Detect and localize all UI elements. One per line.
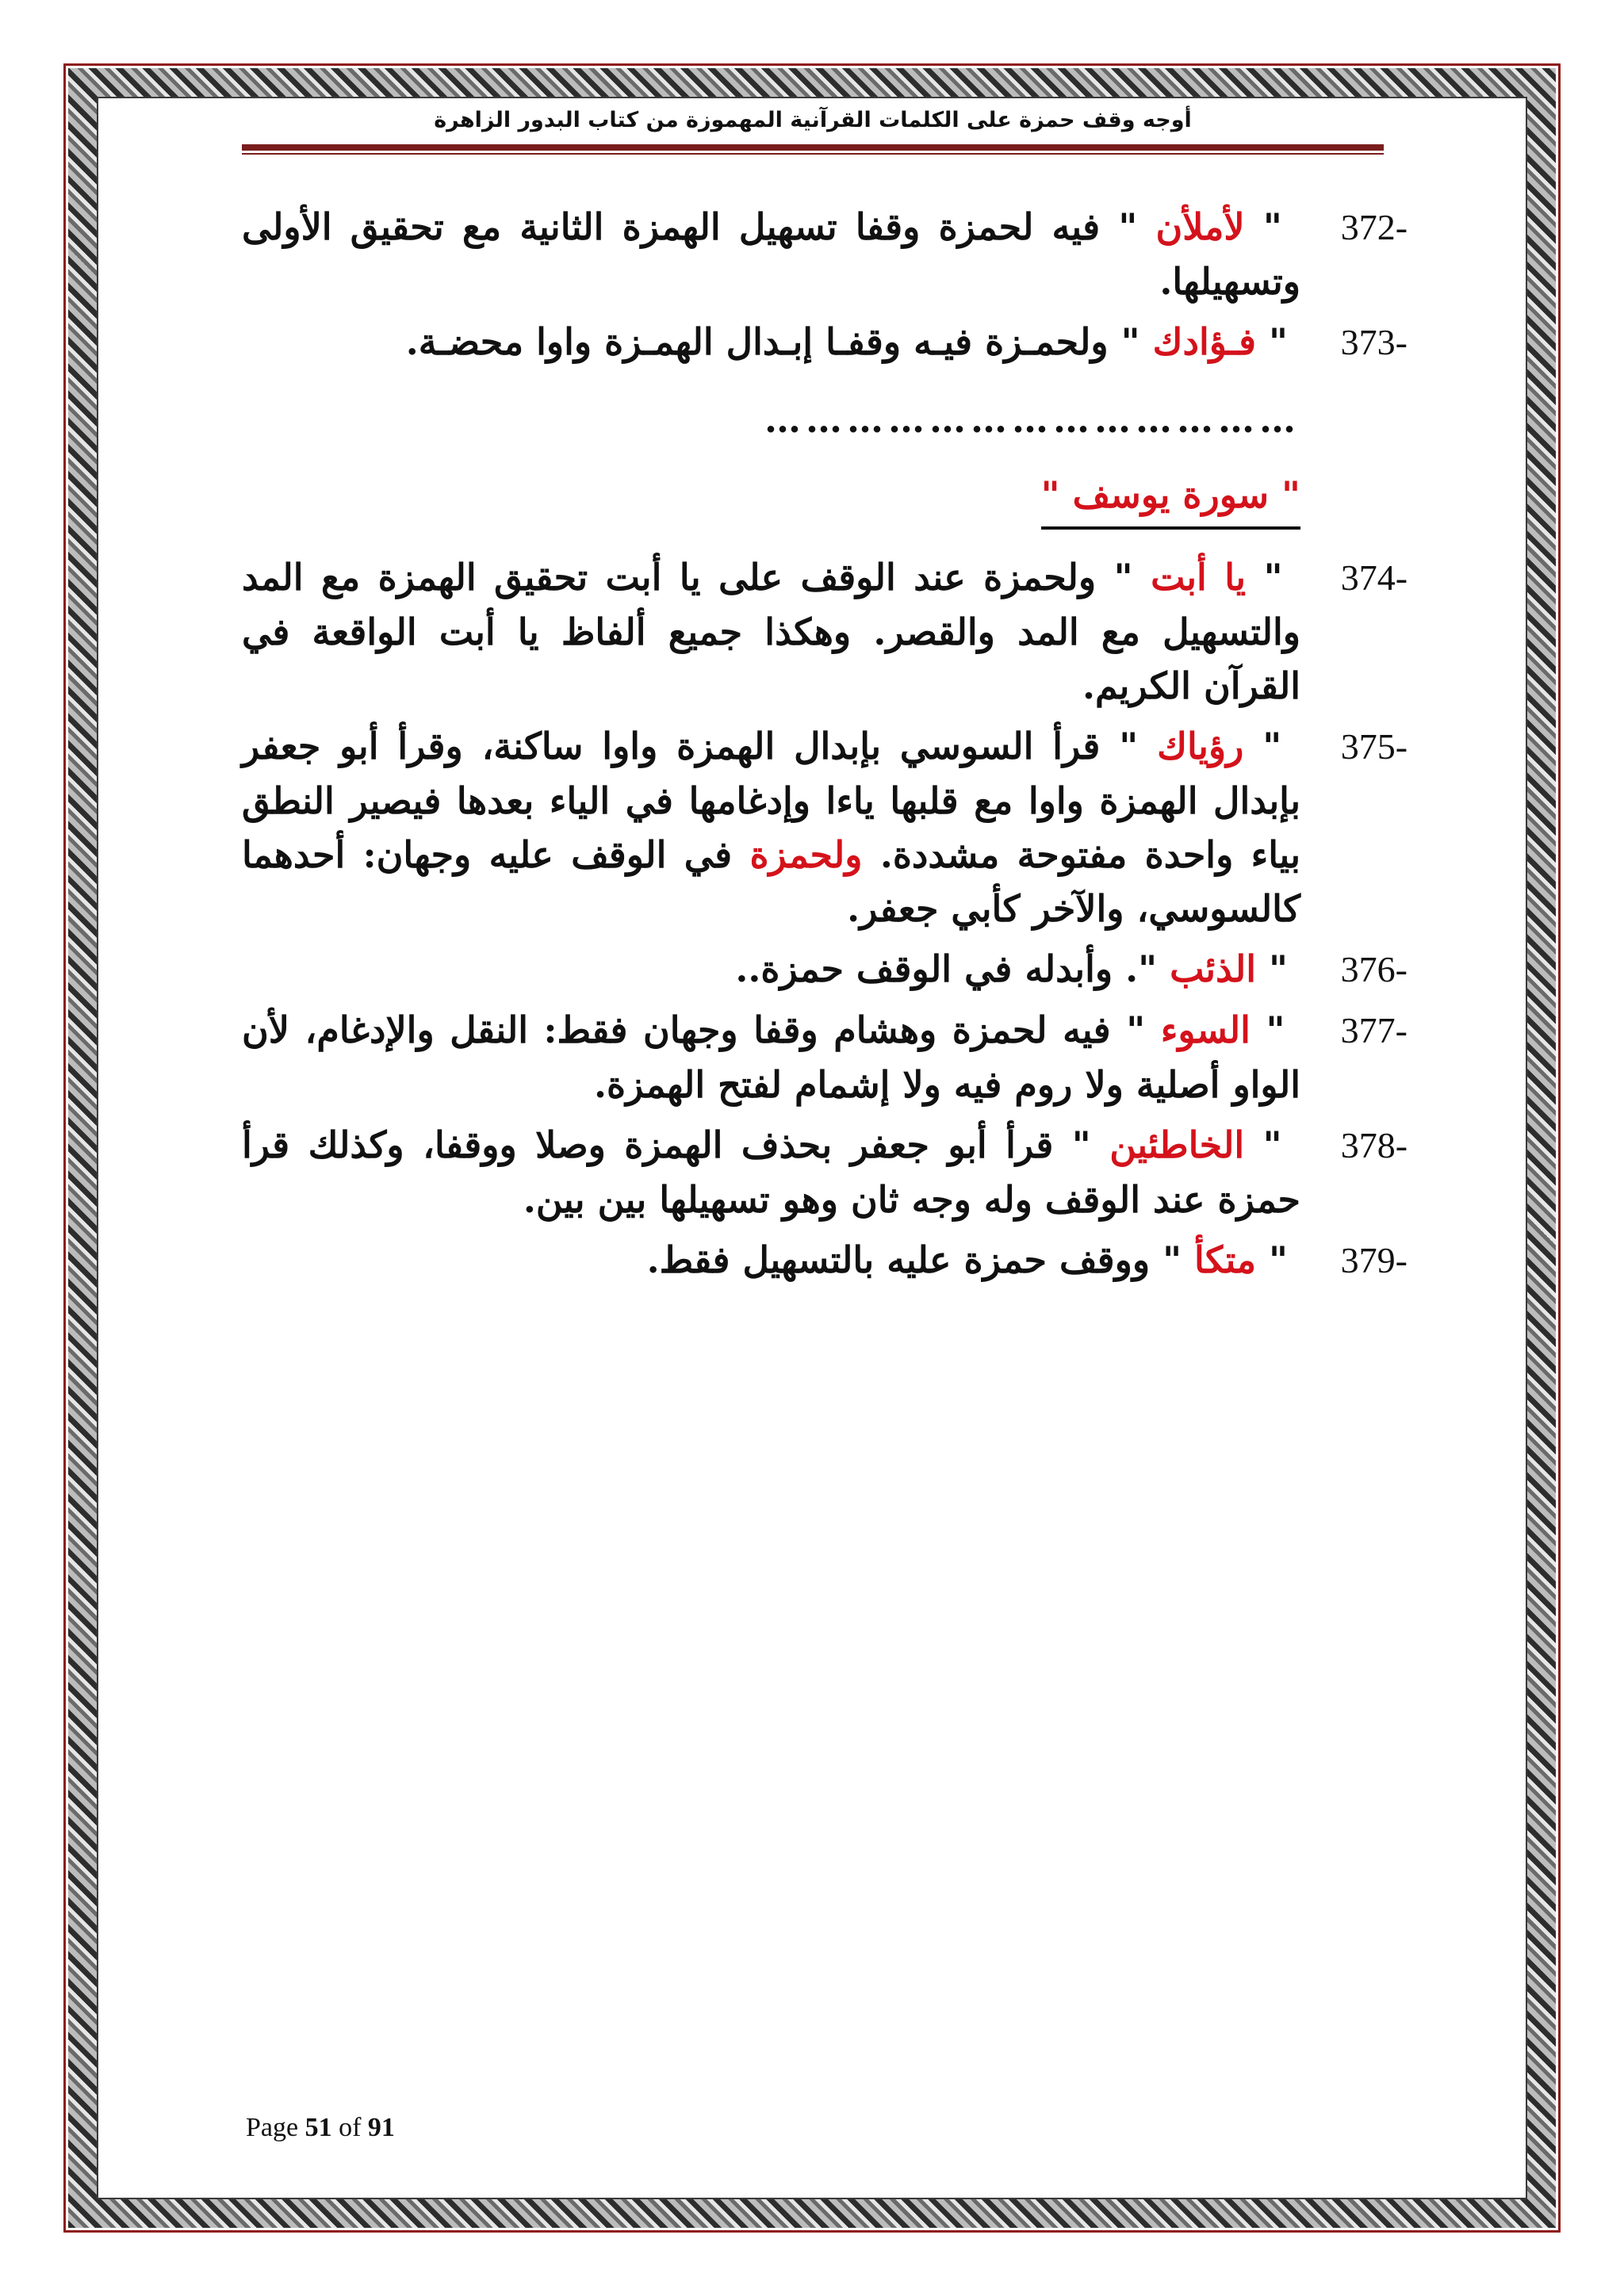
page-number: 51 <box>304 2113 332 2142</box>
entry-text: ولحمزة عند الوقف على يا أبت تحقيق الهمزة مع المد والتسهيل مع المد والقصر. وهكذا جميع ألفاظ يا أبت الواقعة في القرآن الكريم. <box>242 556 1300 707</box>
page-total: 91 <box>367 2113 395 2142</box>
entry-373: 373- " فـؤادك " ولحمـزة فيـه وقفـا إبـدال الهمـزة واوا محضـة. <box>242 315 1408 369</box>
entry-text: قرأ السوسي بإبدال الهمزة واوا ساكنة، وقرأ أبو جعفر بإبدال الهمزة واوا مع قلبها ياءا وإدغامها في الياء بعدها فيصير النطق بياء واحدة مفتوحة مشددة. <box>242 725 1301 876</box>
entry-number: 375- <box>1340 726 1408 767</box>
entry-372: 372- " لأملأن " فيه لحمزة وقفا تسهيل الهمزة الثانية مع تحقيق الأولى وتسهيلها. <box>242 200 1408 308</box>
entry-376: 376- " الذئب ". وأبدله في الوقف حمزة.. <box>242 942 1408 997</box>
running-header: أوجه وقف حمزة على الكلمات القرآنية المهموزة من كتاب البدور الزاهرة <box>434 108 1192 132</box>
header-rule-thin <box>242 153 1384 155</box>
entry-text: فيه لحمزة وقفا تسهيل الهمزة الثانية مع تحقيق الأولى وتسهيلها. <box>242 205 1300 303</box>
entry-text: فيه لحمزة وهشام وقفا وجهان فقط: النقل والإدغام، لأن الواو أصلية ولا روم فيه ولا إشمام لفتح الهمزة. <box>242 1008 1300 1106</box>
entry-number: 372- <box>1340 207 1408 247</box>
entry-number: 377- <box>1340 1010 1408 1050</box>
entry-374: 374- " يا أبت " ولحمزة عند الوقف على يا أبت تحقيق الهمزة مع المد والتسهيل مع المد والقصر. وهكذا جميع ألفاظ يا أبت الواقعة في القرآن الكريم. <box>242 550 1408 713</box>
entry-377: 377- " السوء " فيه لحمزة وهشام وقفا وجهان فقط: النقل والإدغام، لأن الواو أصلية ولا روم فيه ولا إشمام لفتح الهمزة. <box>242 1003 1408 1112</box>
entry-number: 376- <box>1340 949 1408 989</box>
quran-word: متكأ <box>1194 1238 1256 1281</box>
page-footer <box>246 2113 395 2152</box>
highlight-hamza: ولحمزة <box>749 833 863 876</box>
entry-number: 379- <box>1340 1240 1408 1280</box>
quran-word: السوء <box>1160 1008 1251 1051</box>
entry-text: قرأ أبو جعفر بحذف الهمزة وصلا ووقفا، وكذلك قرأ حمزة عند الوقف وله وجه ثان وهو تسهيلها بين بين. <box>242 1123 1300 1221</box>
quran-word: الخاطئين <box>1109 1123 1245 1166</box>
separator-dots: ………………………………… <box>764 398 1300 441</box>
entry-378: 378- " الخاطئين " قرأ أبو جعفر بحذف الهمزة وصلا ووقفا، وكذلك قرأ حمزة عند الوقف وله وجه ثان وهو تسهيلها بين بين. <box>242 1118 1408 1226</box>
entry-number: 373- <box>1340 322 1408 362</box>
entry-text: ووقف حمزة عليه بالتسهيل فقط. <box>646 1238 1151 1281</box>
quran-word: فـؤادك <box>1152 320 1256 363</box>
surah-title: " سورة يوسف " <box>1041 463 1300 530</box>
quran-word: رؤياك <box>1157 725 1244 767</box>
entry-379: 379- " متكأ " ووقف حمزة عليه بالتسهيل فقط. <box>242 1233 1408 1288</box>
header-rule <box>242 144 1384 151</box>
surah-heading <box>242 463 1408 550</box>
quran-word: لأملأن <box>1155 205 1245 248</box>
entry-375: 375- " رؤياك " قرأ السوسي بإبدال الهمزة واوا ساكنة، وقرأ أبو جعفر بإبدال الهمزة واوا مع قلبها ياءا وإدغامها في الياء بعدها فيصير النطق بياء واحدة مفتوحة مشددة. ولحمزة في الوقف عليه وجهان: أحدهما كالسوسي، والآخر كأبي جعفر. <box>242 719 1408 936</box>
quran-word: يا أبت <box>1151 556 1247 599</box>
of-label: of <box>339 2113 362 2142</box>
page-content <box>242 200 1408 1294</box>
entry-text: . وأبدله في الوقف حمزة.. <box>735 947 1139 990</box>
quran-word: الذئب <box>1170 947 1256 990</box>
entry-number: 378- <box>1340 1125 1408 1165</box>
entry-text-cont: في الوقف عليه وجهان: أحدهما كالسوسي، والآخر كأبي جعفر. <box>242 833 1300 930</box>
page-label: Page <box>246 2113 299 2142</box>
entry-number: 374- <box>1340 557 1408 598</box>
entry-text: ولحمـزة فيـه وقفـا إبـدال الهمـزة واوا محضـة. <box>405 320 1109 363</box>
